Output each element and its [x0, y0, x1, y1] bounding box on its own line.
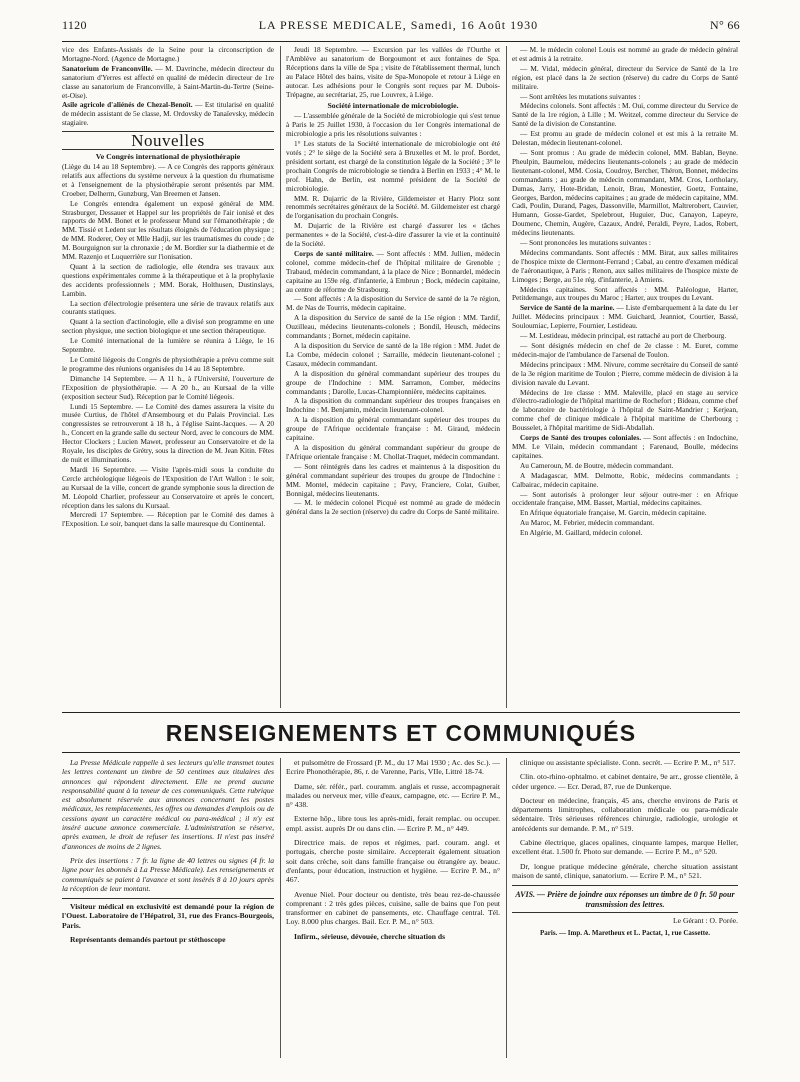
article-paragraph: — M. le médecin colonel Louis est nommé au grade de médecin général et est admis à la retraite.: [512, 46, 738, 63]
article-paragraph: Dimanche 14 Septembre. — A 11 h., à l'Université, l'ouverture de l'Exposition de physiothérapie. — A 20 h., au Kursaal de la ville (exposition secteur Sud). Réception par le Comité liégeois.: [62, 373, 274, 401]
article-paragraph: Au Cameroun, M. de Boutre, médecin commandant.: [520, 460, 674, 470]
article-paragraph: — Sont autorisés à prolonger leur séjour outre-mer : en Afrique occidentale française, MM. Basset, Martial, médecins capitaines.: [512, 489, 738, 508]
column-divider: [280, 46, 281, 708]
classified-ad: et pulsomètre de Frossard (P. M., du 17 Mai 1930 ; Ac. des Sc.). — Ecrire Phonothérapie, 86, r. de Varenne, Paris, VIIe, Littré 18-74.: [286, 758, 500, 777]
ads-column-3: [512, 758, 738, 1068]
article-paragraph: Médecins commandants. Sont affectés : MM. Birat, aux salles militaires de l'hospice mixte de Clermont-Ferrand ; Cabal, au centre d'examen médical de l'aéronautique, à Paris ; Renon, aux salles militaires de l'hospice mixte de Limoges ; Berge, au 51e rég. d'infanterie, à Amiens.: [512, 247, 738, 284]
article-paragraph: M. Dujarric de la Rivière est chargé d'assurer les « tâches permanentes » de la Société, c'est-à-dire d'assurer la vie et la continuité de la Société.: [286, 221, 500, 249]
corps-sante-title: Corps de santé militaire.: [294, 248, 374, 258]
article-paragraph: Quant à la section de radiologie, elle étendra ses travaux aux questions expérimentales comme à la thérapeutique et à la prophylaxie des accidents professionnels ; MM. Borak, Holthusen, Dustinslays, Lambin.: [62, 261, 274, 298]
banner-rule-top: [62, 712, 740, 713]
article-paragraph: — Sont prononcées les mutations suivantes :: [520, 238, 651, 248]
article-paragraph: — Liste d'embarquement à la date du 1er Juillet. Médecins principaux : MM. Guichard, Jeanniot, Courtier, Bassé, Souloumiac, Lepierre, Fournier, Lestideau.: [512, 303, 738, 331]
article-paragraph: Médecins colonels. Sont affectés : M. Oui, comme directeur du Service de Santé de la 1re région, à Lille ; M. Weitzel, comme directeur du Service de Santé de la division de Constantine.: [512, 101, 738, 129]
chezal-title: Asile agricole d'aliénés de Chezal-Benoît.: [62, 100, 193, 110]
article-paragraph: A la disposition du général commandant supérieur des troupes du groupe de l'Indochine : MM. Sarramon, Comber, médecins commandants ; Darolle, Lucas-Championnière, médecins capitaines.: [286, 368, 500, 396]
article-paragraph: En Algérie, M. Gaillard, médecin colonel.: [520, 528, 643, 538]
banner-rule-bottom: [62, 752, 740, 753]
article-paragraph: A Madagascar, MM. Delmotte, Robic, médecins commandants ; Calbairac, médecin capitaine.: [512, 470, 738, 489]
header-rule: [62, 41, 740, 42]
article-paragraph: La section d'électrologie présentera une série de travaux relatifs aux courants statiques.: [62, 298, 274, 317]
article-paragraph: — Sont affectés : A la disposition du Service de santé de la 7e région, M. de Nas de Tourris, médecin capitaine.: [286, 294, 500, 313]
article-paragraph: A la disposition du général commandant supérieur du groupe de l'Afrique orientale française : M. Chollat-Traquet, médecin commandant.: [286, 442, 500, 461]
microbiologie-title: Société internationale de microbiologie.: [327, 101, 459, 111]
article-paragraph: — Sont réintégrés dans les cadres et maintenus à la disposition du général commandant supérieur des troupes du groupe de l'Indochine : MM. Montel, médecin capitaine ; Pavy, Franciere, Colat, Guiber, Bonnigal, médecins lieutenants.: [286, 461, 500, 498]
article-paragraph: A la disposition du Service de santé de la 18e région : MM. Judet de La Combe, médecin colonel ; Sarraille, médecin lieutenant-colonel ; Casaux, médecin commandant.: [286, 341, 500, 368]
column-divider: [506, 758, 507, 1058]
classified-ad: Directrice mais. de repos et régimes, parl. couram. angl. et portugais, cherche poste similaire. Accepterait également situation soit dans crèche, soit dans famille française ou étrangère ay. beauc. d'enfants, pour éducation, instruction et hygiène. — Ecrire P. M., n° 467.: [286, 838, 500, 885]
imprint-line: Paris. — Imp. A. Maretheux et L. Pactat, 1, rue Cassette.: [540, 928, 710, 937]
classified-ad: [62, 935, 274, 944]
article-paragraph: A la disposition du Service de santé de la 15e région : MM. Tardif, Ouzilleau, médecins lieutenants-colonels ; Bondil, Heusch, médecins commandants ; Bornet, médecin capitaine.: [286, 313, 500, 341]
article-paragraph: A la disposition du général commandant supérieur des troupes du groupe de l'Afrique occidentale française : M. Giraud, médecin capitaine.: [286, 415, 500, 443]
col1-intro: vice des Enfants-Assistés de la Seine pour la circonscription de Mortagne-Nord. (Agence de Mortagne.): [62, 46, 274, 63]
article-paragraph: Jeudi 18 Septembre. — Excursion par les vallées de l'Ourthe et l'Amblève au sanatorium de Borgoumont et aux fontaines de Spa. Réceptions dans la ville de Spa ; visite de l'établissement thermal, lunch au Palace Hôtel des bains, visite de Spa-Monopole et retour à Liège en autocar. Les adhésions pour le Congrès sont reçues par M. Dubois-Trépagne, au secrétariat, 25, rue Louvrex, à Liège.: [286, 46, 500, 99]
article-paragraph: (Liège du 14 au 18 Septembre). — A ce Congrès des rapports généraux relatifs aux affections du système nerveux à la question du rhumatisme et à l'enseignement de la physiothérapie seront présentés par MM. Croeber, Delherm, Gunzburg, Van Breemen et Jansen.: [62, 161, 274, 198]
column-3: [512, 46, 738, 708]
article-paragraph: Le Congrès entendra également un exposé général de MM. Strasburger, Dessauer et Happel sur les propriétés de l'air ionisé et des rapports de MM. Bonet et le professeur Mund sur l'émanothérapie ; de MM. Tissié et Ledent sur les résultats éloignés de l'éducation physique ; de MM. Roderer, Oey et Mlle Hadji, sur les traumatismes du coude ; de M. Bourguignon sur la chronaxie ; de M. Bordier sur la diathermie et de MM. Razenjo et Luquerrière sur l'ionisation.: [62, 198, 274, 262]
column-divider: [506, 46, 507, 708]
ad-text: Visiteur médical en exclusivité est demandé pour la région de l'Ouest. Laboratoire de l'Hépatrol, 31, rue des Francs-Bourgeois, Paris.: [62, 902, 274, 930]
nouvelles-heading: Nouvelles: [131, 131, 205, 151]
article-paragraph: — M. le médecin colonel Picqué est nommé au grade de médecin général dans la 2e section (réserve) du cadre du Corps de Santé militaire.: [286, 498, 500, 517]
article-paragraph: A la disposition du commandant supérieur des troupes françaises en Indochine : M. Benjamin, médecin lieutenant-colonel.: [286, 396, 500, 415]
article-paragraph: — Sont désignés médecin en chef de 2e classe : M. Euret, comme médecin-major de l'ambulance de l'arsenal de Toulon.: [512, 341, 738, 359]
article-paragraph: Lundi 15 Septembre. — Le Comité des dames assurera la visite du musée Curtius, de l'hôtel d'Ansembourg et du Palais Provincial. Les congressistes se retrouveront à 18 h., à l'église Saint-Jacques. — A 20 h., Concert en la grande salle du secteur Nord, avec le concours de MM. Hector Clockers ; Lucien Mawet, professeur au Conservatoire et de la Royale, les disciples de Grétry, sous la direction de M. Jean Kitin. Fêtes de nuit et illuminations.: [62, 401, 274, 464]
classified-ad: [286, 932, 500, 941]
article-paragraph: — Sont affectés : en Indochine, MM. Le Vilain, médecin commandant ; Farenaud, Boulle, médecins capitaines.: [512, 433, 738, 460]
classified-ad: Clin. oto-rhino-ophtalmo. et cabinet dentaire, 9e arr., grosse clientèle, à céder urgence. — Ecr. Derad, 87, rue de Dunkerque.: [512, 772, 738, 791]
article-paragraph: — Sont affectés : MM. Jullien, médecin colonel, comme médecin-chef de l'hôpital militaire de Grenoble ; Trabaud, médecin commandant, à la place de Nice ; Bonnardel, médecin capitaine au 159e rég. d'infanterie, à Embrun ; Bock, médecin capitaine, au centre de réforme de Strasbourg.: [286, 248, 500, 294]
ads-column-2: [286, 758, 500, 1068]
journal-title: LA PRESSE MEDICALE, Samedi, 16 Août 1930: [258, 18, 539, 32]
classified-ad: Externe hôp., libre tous les après-midi, ferait remplac. ou occuper. empl. assist. auprès Dr ou dans clin. — Ecrire P. M., n° 449.: [286, 814, 500, 833]
section-rule: [512, 912, 738, 913]
renseignements-banner: RENSEIGNEMENTS ET COMMUNIQUÉS: [165, 720, 637, 746]
article-paragraph: — Sont promus : Au grade de médecin colonel, MM. Bablan, Beyne. Pheulpin, Baumelou, médecins lieutenants-colonels ; au grade de médecin lieutenant-colonel, MM. Cosia, Coudroy, Bercher, Théron, Bonnet, médecins commandants ; au grade de médecin commandant, MM. Cros, Lortholary, Dumas, Jarry, Hote-Bridan, Lenoir, Brau, Monestier, Goetz, Fontaine, Georges, Bardon, médecins capitaines ; au grade de médecin capitaine, MM. Cadi, Poulin, Durand, Pages, Dassonville, Marmillot, Maltrerobert, Cauvier, Humann, Gosse-Gardet, Spelebrout, Huguier, Duc, Canayon, Lapeyre, Doumenc, Chemin, Augère, Cazaux, André, Peraldi, Peyre, Lados, Robert, médecins lieutenants.: [512, 147, 738, 238]
classified-ad: Cabine électrique, glaces opalines, cinquante lampes, marque Heller, excellent état. 1.500 fr. Photo sur demande. — Ecrire P. M., n° 520.: [512, 838, 738, 857]
article-paragraph: En Afrique équatoriale française, M. Garcin, médecin capitaine.: [520, 508, 707, 518]
ads-column-1: [62, 758, 274, 1068]
article-paragraph: Médecins principaux : MM. Nivure, comme secrétaire du Conseil de santé de la 3e région maritime de Toulon ; Pierre, comme médecin de division à la division navale du Levant.: [512, 359, 738, 387]
congres-title: Ve Congrès international de physiothérapie: [95, 152, 241, 162]
article-paragraph: 1° Les statuts de la Société internationale de microbiologie ont été votés ; 2° le siège de la Société sera à Bruxelles et M. le prof. Bordet, président sortant, est chargé de la constitution légale de la Société ; 3° le prochain Congrès de microbiologie se tiendra à Berlin en 1933 ; 4° M. le prof. Hahn, de Berlin, est nommé président de la Société de microbiologie.: [286, 139, 500, 193]
page-number: 1120: [62, 18, 87, 32]
franconville-title: Sanatorium de Franconville.: [62, 63, 153, 73]
ad-text: Représentants demandés partout pr stéthoscope: [70, 935, 226, 945]
article-paragraph: — L'assemblée générale de la Société de microbiologie qui s'est tenue à Paris le 25 Juillet 1930, à l'occasion du 1er Congrès international de microbiologie a pris les résolutions suivantes :: [286, 111, 500, 139]
section-rule: [512, 885, 738, 886]
coloniales-title: Corps de Santé des troupes coloniales.: [520, 433, 642, 443]
issue-number: N° 66: [710, 18, 740, 32]
article-paragraph: — M. Lestideau, médecin principal, est rattaché au port de Cherbourg.: [520, 331, 727, 341]
article-paragraph: Le Comité international de la lumière se réunira à Liège, le 16 Septembre.: [62, 336, 274, 355]
article-paragraph: Au Maroc, M. Febrier, médecin commandant.: [520, 518, 655, 528]
column-2: [286, 46, 500, 708]
section-rule: [62, 898, 274, 899]
price-text: Prix des insertions : 7 fr. la ligne de 40 lettres ou signes (4 fr. la ligne pour les abonnés à La Presse Médicale). Les renseignements et communiqués se paient à l'avance et sont insérés 8 à 10 jours après la réception de leur montant.: [62, 855, 274, 893]
article-paragraph: — Sont arrêtées les mutations suivantes :: [520, 91, 641, 101]
article-paragraph: Médecins de 1re classe : MM. Maleville, placé en stage au service d'électro-radiologie de l'hôpital maritime de Rochefort ; Bideau, comme chef de laboratoire de bactériologie à l'hôpital de Saint-Mandrier ; Kerjean, comme chef de clinique médicale à l'hôpital maritime de Cherbourg ; Bousselet, à l'hôpital maritime de Sidi-Abdallah.: [512, 387, 738, 433]
article-paragraph: MM. R. Dujarric de la Rivière, Gildemeister et Harry Plotz sont renommés secrétaires généraux de la Société. M. Gildemeister est chargé de l'organisation du prochain Congrès.: [286, 193, 500, 221]
article-paragraph: Médecins capitaines. Sont affectés : MM. Paléologue, Harter, Petitdemange, aux troupes du Maroc ; Harter, aux troupes du Levant.: [512, 284, 738, 303]
page-header: [62, 18, 740, 38]
classified-ad: Docteur en médecine, français, 45 ans, cherche environs de Paris et départements limitrophes, collaboration médicale ou para-médicale sédentaire. Très sérieuses références chirurgie, radiologie, urologie et antécédents sur demande. P. M., n° 519.: [512, 795, 738, 833]
marine-title: Service de Santé de la marine.: [520, 303, 615, 313]
article-paragraph: Quant à la section d'actinologie, elle a divisé son programme en une section physique, une section biologique et une section thérapeutique.: [62, 317, 274, 336]
classified-ad: Dr, longue pratique médecine générale, cherche situation assistant maison de santé, clinique, sanatorium. — Ecrire P. M., n° 521.: [512, 861, 738, 880]
classified-ad: Dame, sér. référ., parl. couramm. anglais et russe, accompagnerait malades ou nerveux mer, ville d'eaux, campagne, etc. — Ecrire P. M., n° 438.: [286, 781, 500, 810]
classified-ad: [62, 902, 274, 930]
article-paragraph: — Est promu au grade de médecin colonel et est mis à la retraite M. Delestan, médecin lieutenant-colonel.: [512, 129, 738, 148]
franconville-text: — M. Davrinche, médecin directeur du sanatorium d'Yerres est affecté en qualité de médecin directeur de 1re classe au sanatorium de Franconville, à Saint-Martin-du-Tertre (Seine-et-Oise).: [62, 63, 274, 100]
avis-notice: AVIS. — Prière de joindre aux réponses un timbre de 0 fr. 50 pour transmission des lettres.: [515, 890, 735, 909]
article-paragraph: Le Comité liégeois du Congrès de physiothérapie a prévu comme suit le programme des réunions organisées du 14 au 18 Septembre.: [62, 355, 274, 373]
gerant-line: Le Gérant : O. Porée.: [673, 916, 738, 926]
chezal-text: — Est titularisé en qualité de médecin assistant de 5e classe, M. Ordovsky de Tanaïevsky, médecin stagiaire.: [62, 100, 274, 128]
classified-ad: clinique ou assistante spécialiste. Conn. secrét. — Ecrire P. M., n° 517.: [520, 758, 736, 767]
article-paragraph: — M. Vidal, médecin général, directeur du Service de Santé de la 1re région, est placé dans la 2e section (réserve) du cadre du Corps de Santé militaire.: [512, 63, 738, 91]
article-paragraph: Mardi 16 Septembre. — Visite l'après-midi sous la conduite du Cercle archéologique liégeois de l'Exposition de l'Art Wallon : le soir, au Kursaal de la ville, concert de grande symphonie sous la direction de M. Léopold Charlier, professeur au Conservatoire et après le concert, réception dans les salons du Kursaal.: [62, 464, 274, 510]
ad-text: Infirm., sérieuse, dévouée, cherche situation ds: [294, 931, 446, 941]
article-paragraph: Mercredi 17 Septembre. — Réception par le Comité des dames à l'Exposition. Le soir, banquet dans la salle mauresque du Continental.: [62, 510, 274, 529]
classified-ad: Avenue Niel. Pour docteur ou dentiste, très beau rez-de-chaussée comprenant : 2 très gdes pièces, cuisine, salle de bains que l'on peut transformer en cabinet de pansements, etc. Chauffage central. Tél. Loy. 8.000 plus charges. Bail. Ecr. P. M., n° 503.: [286, 889, 500, 927]
column-1: [62, 46, 274, 708]
notice-text: La Presse Médicale rappelle à ses lecteurs qu'elle transmet toutes les lettres contenant un timbre de 50 centimes aux titulaires des annonces qui répondent directement. Elle ne prend aucune responsabilité quant à la teneur de ces communiqués. Cette rubrique est absolument réservée aux annonces concernant les postes médicaux, les remplacements, les offres ou demandes d'emplois ou de cessions ayant un caractère médical ou para-médical ; il n'y est inséré aucune annonce commerciale. L'administration se réserve, après examen, le droit de refuser les insertions. Il n'est pas inséré d'annonces de moins de 2 lignes.: [62, 758, 274, 851]
column-divider: [280, 758, 281, 1058]
